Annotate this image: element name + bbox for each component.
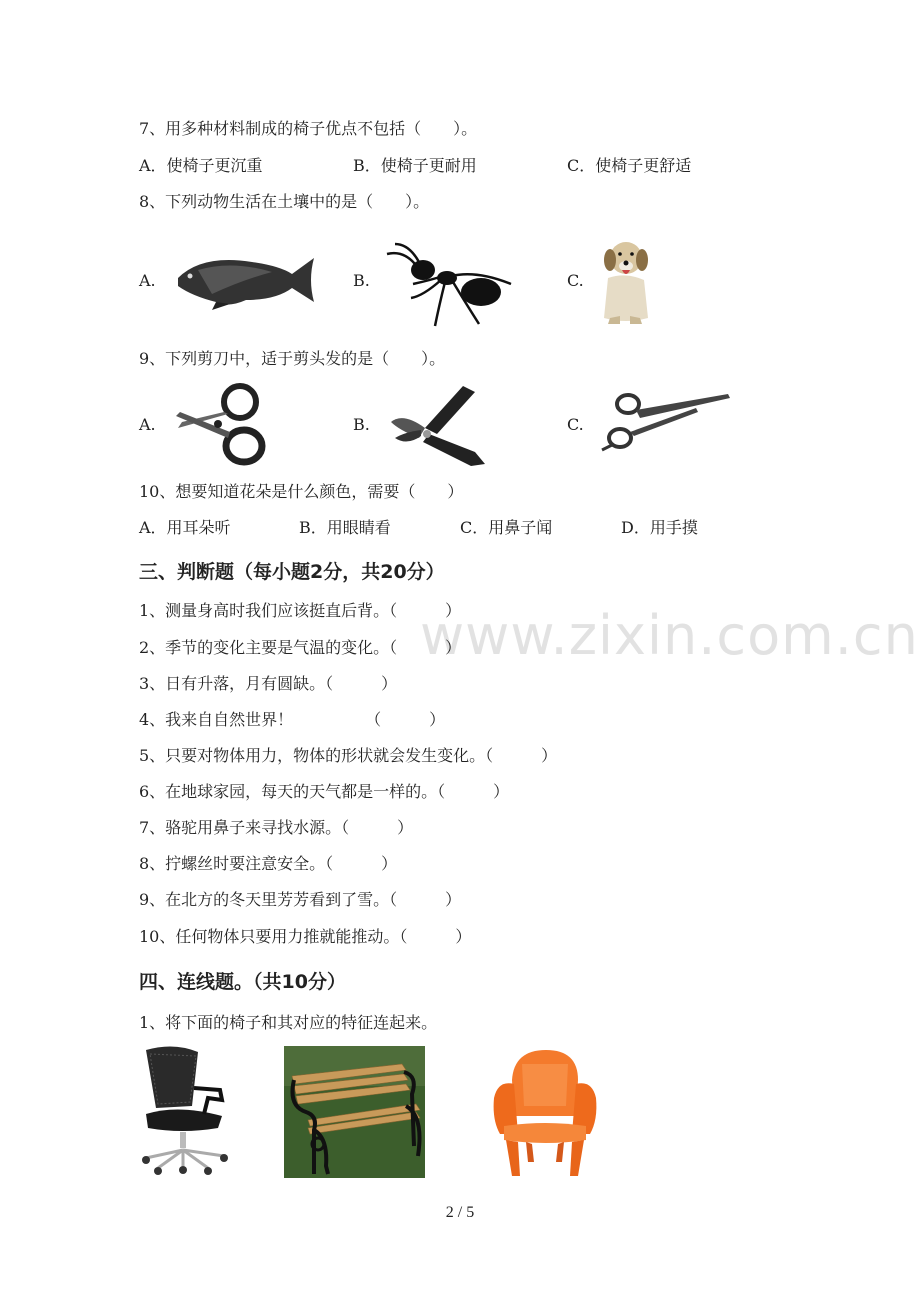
connect-q1: 1、将下面的椅子和其对应的特征连起来。 bbox=[139, 1013, 438, 1032]
ant-icon bbox=[383, 240, 515, 334]
pruning-shears-icon bbox=[385, 382, 489, 472]
q8-option-a: A. bbox=[139, 271, 156, 290]
q7-stem: 7、用多种材料制成的椅子优点不包括（ ）。 bbox=[139, 119, 478, 138]
hair-scissors-icon bbox=[600, 388, 732, 462]
q7-option-c: C．使椅子更舒适 bbox=[567, 156, 692, 175]
judge-item-6: 6、在地球家园，每天的天气都是一样的。（ ） bbox=[139, 782, 510, 801]
judge-item-10: 10、任何物体只要用力推就能推动。（ ） bbox=[139, 927, 472, 946]
q10-option-a: A．用耳朵听 bbox=[139, 518, 231, 537]
q10-option-b: B．用眼睛看 bbox=[299, 518, 391, 537]
judge-item-8: 8、拧螺丝时要注意安全。（ ） bbox=[139, 854, 398, 873]
judge-item-2: 2、季节的变化主要是气温的变化。（ ） bbox=[139, 638, 462, 657]
dog-icon bbox=[596, 238, 654, 330]
q9-option-a: A. bbox=[139, 415, 156, 434]
q8-option-b: B. bbox=[353, 271, 370, 290]
craft-scissors-icon bbox=[170, 380, 270, 474]
q7-option-b: B．使椅子更耐用 bbox=[353, 156, 477, 175]
q10-stem: 10、想要知道花朵是什么颜色，需要（ ） bbox=[139, 482, 464, 501]
section4-title: 四、连线题。（共10分） bbox=[139, 971, 346, 993]
q9-stem: 9、下列剪刀中，适于剪头发的是（ ）。 bbox=[139, 349, 446, 368]
section3-title: 三、判断题（每小题2分，共20分） bbox=[139, 561, 445, 583]
judge-item-1: 1、测量身高时我们应该挺直后背。（ ） bbox=[139, 601, 462, 620]
q9-option-b: B. bbox=[353, 415, 370, 434]
page-number: 2 / 5 bbox=[445, 1204, 475, 1221]
office-chair-icon bbox=[138, 1044, 228, 1180]
q10-option-d: D．用手摸 bbox=[621, 518, 698, 537]
q9-option-c: C. bbox=[567, 415, 584, 434]
plastic-chair-icon bbox=[490, 1050, 600, 1184]
judge-item-3: 3、日有升落，月有圆缺。（ ） bbox=[139, 674, 398, 693]
q8-option-c: C. bbox=[567, 271, 584, 290]
judge-item-9: 9、在北方的冬天里芳芳看到了雪。（ ） bbox=[139, 890, 462, 909]
fish-icon bbox=[172, 250, 318, 316]
judge-item-4: 4、我来自自然世界！ （ ） bbox=[139, 710, 446, 729]
park-bench-icon bbox=[284, 1046, 425, 1182]
q7-option-a: A．使椅子更沉重 bbox=[139, 156, 263, 175]
judge-item-7: 7、骆驼用鼻子来寻找水源。（ ） bbox=[139, 818, 414, 837]
q10-option-c: C．用鼻子闻 bbox=[460, 518, 553, 537]
q8-stem: 8、下列动物生活在土壤中的是（ ）。 bbox=[139, 192, 430, 211]
watermark: www.zixin.com.cn bbox=[420, 604, 919, 667]
judge-item-5: 5、只要对物体用力，物体的形状就会发生变化。（ ） bbox=[139, 746, 558, 765]
